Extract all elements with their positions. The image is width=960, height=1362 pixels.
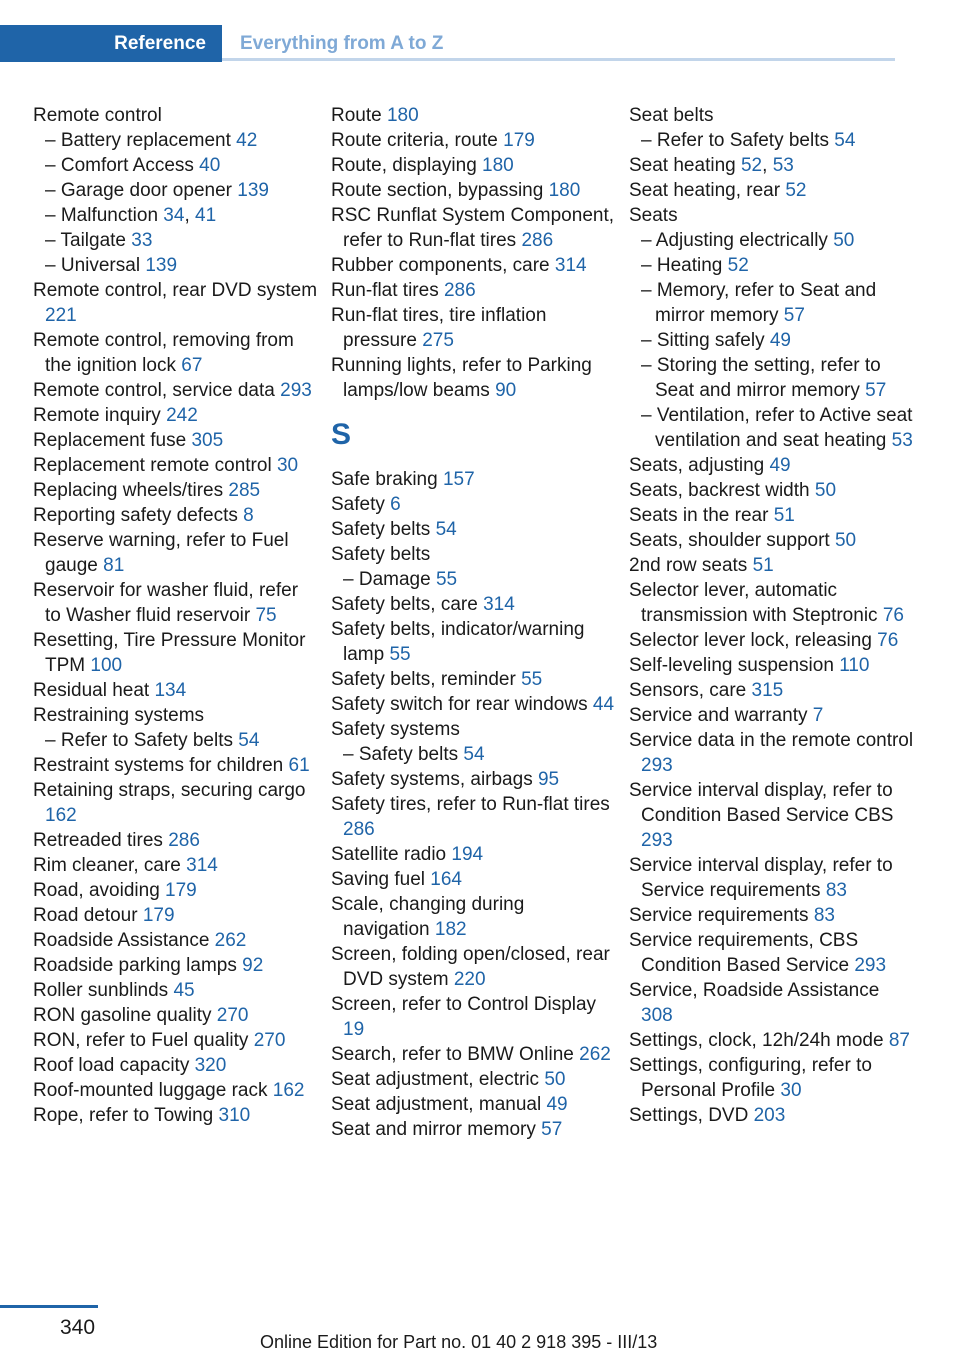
index-term: Restraining systems xyxy=(33,705,205,726)
index-entry xyxy=(331,717,616,742)
index-term: Reserve warning, refer to Fuel gauge xyxy=(33,530,289,576)
index-term: RSC Runflat System Component, refer to Run-flat tires xyxy=(331,205,615,251)
index-term: Service interval display, refer to Service requirements xyxy=(629,855,893,901)
page-number-rule xyxy=(0,1305,98,1308)
page-reference-link[interactable]: 49 xyxy=(769,330,791,351)
page-reference-link[interactable]: 51 xyxy=(773,505,795,526)
index-entry xyxy=(33,978,318,1003)
index-entry xyxy=(629,178,914,203)
page-reference-link[interactable]: 157 xyxy=(442,469,475,490)
index-term: – Heating xyxy=(641,255,723,276)
index-term: Roadside Assistance xyxy=(33,930,210,951)
index-entry xyxy=(629,528,914,553)
index-column-1 xyxy=(33,103,318,1128)
page-reference-link[interactable]: 285 xyxy=(228,480,261,501)
index-term: Road detour xyxy=(33,905,138,926)
index-term: – Tailgate xyxy=(45,230,126,251)
page-reference-link[interactable]: 83 xyxy=(825,880,847,901)
index-entry xyxy=(33,328,318,378)
index-term: Replacing wheels/tires xyxy=(33,480,224,501)
index-entry xyxy=(331,1092,616,1117)
page-reference-link[interactable]: 221 xyxy=(45,305,77,326)
page-reference-link[interactable]: 262 xyxy=(214,930,247,951)
index-subentry xyxy=(331,742,616,767)
index-entry xyxy=(33,753,318,778)
index-term: Remote control, rear DVD system xyxy=(33,280,318,301)
index-subentry xyxy=(33,728,318,753)
page-reference-link[interactable]: 314 xyxy=(554,255,587,276)
footer-edition: Online Edition for Part no. 01 40 2 918 395 - III/13 xyxy=(260,1332,658,1352)
index-term: Service requirements, CBS Condition Based Service xyxy=(629,930,859,976)
page-reference-link[interactable]: 42 xyxy=(236,130,258,151)
index-entry xyxy=(331,867,616,892)
index-subentry xyxy=(629,278,914,328)
index-entry xyxy=(629,728,914,778)
index-term: Route section, bypassing xyxy=(331,180,544,201)
index-term: – Sitting safely xyxy=(641,330,765,351)
index-entry: Seat heating 52, 53 xyxy=(629,155,794,176)
page-reference-link[interactable]: 310 xyxy=(218,1105,251,1126)
index-term: – Battery replacement xyxy=(45,130,231,151)
index-entry xyxy=(331,892,616,942)
index-column-3 xyxy=(629,103,914,1128)
page-reference-link[interactable]: 162 xyxy=(45,805,77,826)
index-term: – Refer to Safety belts xyxy=(45,730,233,751)
page-reference-link[interactable]: 54 xyxy=(238,730,260,751)
index-term: Safety tires, refer to Run-flat tires xyxy=(331,794,610,815)
page-reference-link[interactable]: 95 xyxy=(537,769,560,790)
index-entry xyxy=(331,353,616,403)
index-term: Seats in the rear xyxy=(629,505,769,526)
index-term: Screen, folding open/closed, rear DVD system xyxy=(331,944,610,990)
index-subentry xyxy=(33,228,318,253)
page-reference-link[interactable]: 53 xyxy=(772,155,794,176)
page-reference-link[interactable]: 242 xyxy=(166,405,198,426)
page-reference-link[interactable]: 55 xyxy=(389,644,411,665)
page-reference-link[interactable]: 50 xyxy=(833,230,855,251)
page-reference-link[interactable]: 180 xyxy=(386,105,419,126)
page-reference-link[interactable]: 52 xyxy=(785,180,807,201)
index-entry xyxy=(33,1053,318,1078)
index-entry xyxy=(331,1042,616,1067)
index-entry xyxy=(33,678,318,703)
index-term: Route xyxy=(331,105,382,126)
index-term: Resetting, Tire Pressure Monitor TPM xyxy=(33,630,306,676)
index-entry xyxy=(331,467,616,492)
index-entry xyxy=(33,1028,318,1053)
index-term: Running lights, refer to Parking lamps/low beams xyxy=(331,355,592,401)
index-term: Scale, changing during navigation xyxy=(331,894,525,940)
page-reference-link[interactable]: 314 xyxy=(483,594,515,615)
index-term: Saving fuel xyxy=(331,869,426,890)
index-entry xyxy=(629,653,914,678)
index-subentry xyxy=(33,153,318,178)
index-subentry xyxy=(629,253,914,278)
page-reference-link[interactable]: 30 xyxy=(276,455,299,476)
page-reference-link[interactable]: 270 xyxy=(216,1005,249,1026)
index-term: – Storing the setting, refer to Seat and mirror memory xyxy=(641,355,881,401)
index-entry xyxy=(331,692,616,717)
page-reference-link[interactable]: 57 xyxy=(783,305,805,326)
index-subentry: – Malfunction 34, 41 xyxy=(45,205,217,226)
index-entry xyxy=(629,853,914,903)
index-term: – Universal xyxy=(45,255,141,276)
index-term: Seat adjustment, electric xyxy=(331,1069,540,1090)
index-subentry xyxy=(629,353,914,403)
page-reference-link[interactable]: 92 xyxy=(242,955,264,976)
index-entry xyxy=(331,492,616,517)
index-entry xyxy=(33,528,318,578)
index-entry xyxy=(33,928,318,953)
index-entry xyxy=(331,667,616,692)
index-entry xyxy=(33,828,318,853)
index-entry xyxy=(33,1078,318,1103)
page-reference-link[interactable]: 54 xyxy=(463,744,485,765)
page-reference-link[interactable]: 51 xyxy=(752,555,774,576)
page-reference-link[interactable]: 203 xyxy=(753,1105,786,1126)
index-term: Seats xyxy=(629,205,678,226)
index-term: – Comfort Access xyxy=(45,155,194,176)
index-entry xyxy=(629,628,914,653)
index-entry xyxy=(629,678,914,703)
index-term: Remote control xyxy=(33,105,162,126)
index-entry xyxy=(331,517,616,542)
index-term: Seat heating, rear xyxy=(629,180,781,201)
page-reference-link[interactable]: 50 xyxy=(834,530,857,551)
index-term: Seats, shoulder support xyxy=(629,530,830,551)
index-entry xyxy=(33,503,318,528)
page-reference-link[interactable]: 110 xyxy=(839,655,870,676)
index-term: – Memory, refer to Seat and mirror memory xyxy=(641,280,877,326)
index-subentry xyxy=(331,567,616,592)
index-entry xyxy=(33,378,318,403)
page-reference-link[interactable]: 55 xyxy=(435,569,458,590)
index-entry xyxy=(629,578,914,628)
index-subentry xyxy=(33,178,318,203)
index-term: Rope, refer to Towing xyxy=(33,1105,214,1126)
index-term: Remote control, service data xyxy=(33,380,275,401)
index-entry xyxy=(629,553,914,578)
page-reference-link[interactable]: 286 xyxy=(168,830,200,851)
index-term: Selector lever lock, releasing xyxy=(629,630,872,651)
index-term: Safety systems, airbags xyxy=(331,769,533,790)
index-term: Satellite radio xyxy=(331,844,447,865)
page-reference-link[interactable]: 52 xyxy=(740,155,763,176)
index-term: – Malfunction xyxy=(45,205,159,226)
index-entry xyxy=(331,103,616,128)
index-term: Roof load capacity xyxy=(33,1055,190,1076)
index-term: Residual heat xyxy=(33,680,150,701)
index-entry xyxy=(331,278,616,303)
index-entry xyxy=(33,1103,318,1128)
index-term: 2nd row seats xyxy=(629,555,748,576)
index-term: Service interval display, refer to Condition Based Service CBS xyxy=(629,780,894,826)
page-reference-link[interactable]: 179 xyxy=(165,880,197,901)
page-reference-link[interactable]: 6 xyxy=(390,494,401,515)
index-term: Rubber components, care xyxy=(331,255,550,276)
index-term: Road, avoiding xyxy=(33,880,160,901)
index-entry xyxy=(331,992,616,1042)
index-term: Safety belts xyxy=(331,519,431,540)
index-entry xyxy=(331,1117,616,1142)
page-header xyxy=(0,25,895,62)
index-term: Service and warranty xyxy=(629,705,808,726)
page-reference-link[interactable]: 19 xyxy=(343,1019,365,1040)
index-term: Sensors, care xyxy=(629,680,747,701)
page-reference-link[interactable]: 57 xyxy=(541,1119,563,1140)
index-term: Retreaded tires xyxy=(33,830,163,851)
index-term: Seats, backrest width xyxy=(629,480,810,501)
index-subentry xyxy=(33,128,318,153)
index-term: RON, refer to Fuel quality xyxy=(33,1030,249,1051)
page-reference-link[interactable]: 134 xyxy=(154,680,187,701)
page-reference-link[interactable]: 76 xyxy=(882,605,904,626)
index-term: – Safety belts xyxy=(343,744,459,765)
index-term: Seat and mirror memory xyxy=(331,1119,536,1140)
page-reference-link[interactable]: 8 xyxy=(243,505,254,526)
index-entry xyxy=(331,842,616,867)
index-term: Restraint systems for children xyxy=(33,755,284,776)
index-entry xyxy=(33,453,318,478)
page-reference-link[interactable]: 194 xyxy=(451,844,484,865)
index-entry xyxy=(33,778,318,828)
index-term: – Damage xyxy=(343,569,431,590)
index-term: Selector lever, automatic transmission with Steptronic xyxy=(629,580,878,626)
page-number: 340 xyxy=(60,1316,96,1339)
page-reference-link[interactable]: 44 xyxy=(592,694,615,715)
page-reference-link[interactable]: 55 xyxy=(521,669,543,690)
index-entry xyxy=(629,203,914,228)
page-reference-link[interactable]: 7 xyxy=(812,705,824,726)
index-entry xyxy=(629,503,914,528)
page-reference-link[interactable]: 34 xyxy=(163,205,185,226)
index-entry xyxy=(629,978,914,1028)
index-entry xyxy=(33,478,318,503)
index-entry xyxy=(33,628,318,678)
page-reference-link[interactable]: 54 xyxy=(435,519,457,540)
page-reference-link[interactable]: 179 xyxy=(142,905,175,926)
index-subentry xyxy=(33,253,318,278)
index-term: Reporting safety defects xyxy=(33,505,238,526)
index-term: Service requirements xyxy=(629,905,809,926)
index-entry xyxy=(331,1067,616,1092)
index-term: Roller sunblinds xyxy=(33,980,169,1001)
index-term: Screen, refer to Control Display xyxy=(331,994,597,1015)
page-reference-link[interactable]: 30 xyxy=(780,1080,802,1101)
page-reference-link[interactable]: 179 xyxy=(503,130,535,151)
page-reference-link[interactable]: 67 xyxy=(181,355,203,376)
page-reference-link[interactable]: 90 xyxy=(495,380,517,401)
index-term: Run-flat tires, tire inflation pressure xyxy=(331,305,547,351)
page-reference-link[interactable]: 53 xyxy=(891,430,913,451)
index-term: Safety belts, reminder xyxy=(331,669,516,690)
index-entry xyxy=(629,453,914,478)
index-term: – Adjusting electrically xyxy=(641,230,828,251)
index-subentry xyxy=(629,228,914,253)
page-reference-link[interactable]: 314 xyxy=(186,855,218,876)
page-reference-link[interactable]: 100 xyxy=(90,655,123,676)
index-entry xyxy=(33,103,318,128)
index-term: Run-flat tires xyxy=(331,280,439,301)
page-reference-link[interactable]: 49 xyxy=(546,1094,568,1115)
index-entry xyxy=(33,953,318,978)
index-entry xyxy=(33,703,318,728)
index-entry xyxy=(33,903,318,928)
index-term: Service data in the remote control xyxy=(629,730,914,751)
index-term: Seat heating xyxy=(629,155,736,176)
index-entry xyxy=(629,1103,914,1128)
index-term: Seats, adjusting xyxy=(629,455,765,476)
index-term: Roadside parking lamps xyxy=(33,955,237,976)
index-entry xyxy=(331,792,616,842)
index-entry xyxy=(331,617,616,667)
index-entry xyxy=(331,253,616,278)
page-reference-link[interactable]: 270 xyxy=(253,1030,286,1051)
index-entry xyxy=(33,428,318,453)
page-reference-link[interactable]: 293 xyxy=(641,830,673,851)
index-term: Remote control, removing from the ignition lock xyxy=(33,330,294,376)
index-entry xyxy=(33,278,318,328)
index-term: Self-leveling suspension xyxy=(629,655,834,676)
index-entry xyxy=(33,853,318,878)
index-entry xyxy=(629,1028,914,1053)
page-reference-link[interactable]: 76 xyxy=(877,630,899,651)
page-reference-link[interactable]: 52 xyxy=(727,255,749,276)
page-reference-link[interactable]: 54 xyxy=(834,130,856,151)
page-reference-link[interactable]: 180 xyxy=(548,180,581,201)
index-term: Seat adjustment, manual xyxy=(331,1094,542,1115)
index-term: Safety systems xyxy=(331,719,460,740)
page-reference-link[interactable]: 220 xyxy=(453,969,486,990)
page-reference-link[interactable]: 293 xyxy=(854,955,887,976)
page-reference-link[interactable]: 293 xyxy=(280,380,312,401)
index-entry xyxy=(331,178,616,203)
index-entry xyxy=(331,942,616,992)
page-reference-link[interactable]: 40 xyxy=(199,155,221,176)
page-reference-link[interactable]: 49 xyxy=(769,455,791,476)
page-reference-link[interactable]: 164 xyxy=(430,869,462,890)
index-subentry xyxy=(629,328,914,353)
page-reference-link[interactable]: 57 xyxy=(865,380,887,401)
index-subentry xyxy=(629,403,914,453)
page-reference-link[interactable]: 315 xyxy=(751,680,784,701)
page-reference-link[interactable]: 286 xyxy=(343,819,375,840)
index-term: Search, refer to BMW Online xyxy=(331,1044,574,1065)
index-entry xyxy=(33,578,318,628)
chapter-title[interactable]: Everything from A to Z xyxy=(240,33,444,54)
index-term: – Garage door opener xyxy=(45,180,232,201)
page-reference-link[interactable]: 33 xyxy=(131,230,153,251)
page-reference-link[interactable]: 305 xyxy=(191,430,224,451)
index-term: Reservoir for washer fluid, refer to Washer fluid reservoir xyxy=(33,580,299,626)
index-term: Route criteria, route xyxy=(331,130,498,151)
index-term: Rim cleaner, care xyxy=(33,855,181,876)
header-rule xyxy=(222,58,895,61)
index-term: – Ventilation, refer to Active seat ventilation and seat heating xyxy=(641,405,913,451)
index-column-2 xyxy=(331,103,616,1142)
index-entry xyxy=(629,103,914,128)
index-term: Safety xyxy=(331,494,385,515)
index-entry xyxy=(331,592,616,617)
page-reference-link[interactable]: 139 xyxy=(237,180,269,201)
page-reference-link[interactable]: 81 xyxy=(103,555,125,576)
page-reference-link[interactable]: 320 xyxy=(194,1055,227,1076)
index-entry xyxy=(629,903,914,928)
page-reference-link[interactable]: 50 xyxy=(814,480,837,501)
index-term: Safety belts, care xyxy=(331,594,478,615)
page-reference-link[interactable]: 50 xyxy=(544,1069,566,1090)
index-term: Settings, configuring, refer to Personal Profile xyxy=(629,1055,872,1101)
index-term: Route, displaying xyxy=(331,155,477,176)
page-reference-link[interactable]: 162 xyxy=(272,1080,305,1101)
index-entry xyxy=(33,878,318,903)
index-entry xyxy=(331,542,616,567)
index-term: RON gasoline quality xyxy=(33,1005,212,1026)
page-reference-link[interactable]: 87 xyxy=(888,1030,910,1051)
index-term: Settings, DVD xyxy=(629,1105,749,1126)
index-entry xyxy=(33,403,318,428)
index-entry xyxy=(331,128,616,153)
index-term: Settings, clock, 12h/24h mode xyxy=(629,1030,884,1051)
index-entry xyxy=(33,1003,318,1028)
page-reference-link[interactable]: 286 xyxy=(443,280,476,301)
index-entry xyxy=(331,153,616,178)
index-term: – Refer to Safety belts xyxy=(641,130,829,151)
page-reference-link[interactable]: 182 xyxy=(434,919,467,940)
index-term: Retaining straps, securing cargo xyxy=(33,780,306,801)
index-term: Safety belts xyxy=(331,544,431,565)
index-term: Safety belts, indicator/warning lamp xyxy=(331,619,585,665)
section-tab[interactable]: Reference xyxy=(0,25,222,62)
page-reference-link[interactable]: 275 xyxy=(422,330,454,351)
index-letter-heading: S xyxy=(331,418,352,451)
index-entry xyxy=(629,703,914,728)
index-entry xyxy=(629,928,914,978)
index-subentry xyxy=(629,128,914,153)
index-term: Replacement fuse xyxy=(33,430,187,451)
index-term: Seat belts xyxy=(629,105,714,126)
index-term: Remote inquiry xyxy=(33,405,161,426)
index-term: Roof-mounted luggage rack xyxy=(33,1080,268,1101)
page-reference-link[interactable]: 180 xyxy=(482,155,514,176)
page-reference-link[interactable]: 308 xyxy=(641,1005,673,1026)
page-reference-link[interactable]: 293 xyxy=(641,755,673,776)
index-term: Replacement remote control xyxy=(33,455,272,476)
page-reference-link[interactable]: 41 xyxy=(195,205,217,226)
index-entry xyxy=(331,203,616,253)
page-reference-link[interactable]: 75 xyxy=(255,605,277,626)
index-entry xyxy=(629,778,914,853)
index-term: Service, Roadside Assistance xyxy=(629,980,880,1001)
index-entry xyxy=(331,303,616,353)
index-term: Safety switch for rear windows xyxy=(331,694,588,715)
page-reference-link[interactable]: 139 xyxy=(145,255,178,276)
index-entry xyxy=(629,478,914,503)
page-reference-link[interactable]: 286 xyxy=(521,230,554,251)
page-reference-link[interactable]: 61 xyxy=(288,755,310,776)
index-term: Safe braking xyxy=(331,469,438,490)
page-reference-link[interactable]: 45 xyxy=(173,980,195,1001)
index-entry xyxy=(331,767,616,792)
index-entry xyxy=(629,1053,914,1103)
page-reference-link[interactable]: 262 xyxy=(579,1044,611,1065)
page-reference-link[interactable]: 83 xyxy=(813,905,835,926)
